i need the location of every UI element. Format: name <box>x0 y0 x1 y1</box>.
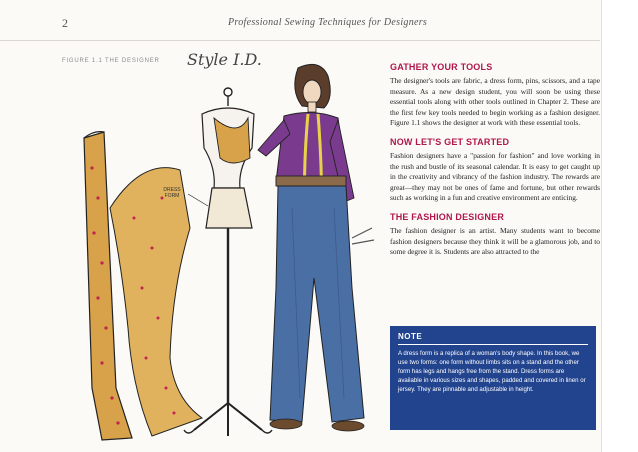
draped-fabric <box>110 168 202 436</box>
note-title: NOTE <box>398 332 588 345</box>
designer-figure <box>258 64 374 431</box>
heading-gather-tools: GATHER YOUR TOOLS <box>390 62 493 72</box>
dress-form-label <box>160 187 184 199</box>
dress-form <box>184 88 272 436</box>
paragraph-gather-tools: The designer's tools are fabric, a dress form, pins, scissors, and a tape measure. As a new design student, you will soon be using these essential tools along with other tools outlined in Chapter 2. These are the first few key tools needed to begin working as a fashion designer. Figure 1.1 shows the designer at work with these essential tools. <box>390 76 600 128</box>
label-line-1: DRESS <box>163 187 181 193</box>
page-edge-strip <box>601 0 638 452</box>
running-title: Professional Sewing Techniques for Designers <box>228 17 428 28</box>
text-column <box>390 62 600 266</box>
designer-illustration <box>62 58 380 448</box>
note-box <box>390 326 596 430</box>
page-header <box>0 0 600 41</box>
note-body: A dress form is a replica of a woman's body shape. In this book, we use two forms: one form without limbs sits on a stand and the other form has legs and hangs free from the stand. Dress forms are available in various sizes and shapes, padded and covered in linen or jersey. They are pinnable and adjustable in height. <box>398 350 586 393</box>
label-line-2: FORM <box>164 193 180 199</box>
figure-caption: FIGURE 1.1 THE DESIGNER <box>62 58 160 64</box>
dress-form-pointer <box>188 194 208 206</box>
paragraph-get-started: Fashion designers have a "passion for fashion" and love working in the rush and bustle of its seasonal calendar. It is easy to get caught up in the creativity and vibrancy of the fashion industry. The rewards are great—they may not be ones of fame and fortune, but other rewards such as working in a fun and creative environment are enticing. <box>390 150 600 203</box>
heading-fashion-designer: THE FASHION DESIGNER <box>390 211 505 222</box>
handwritten-title: Style I.D. <box>187 50 262 69</box>
paragraph-fashion-designer: The fashion designer is an artist. Many students want to become fashion designers because they think it will be a glamorous job, and to some degree it is. Students are also attracted to the <box>390 225 600 257</box>
page-number: 2 <box>62 16 68 30</box>
heading-get-started: NOW LET'S GET STARTED <box>390 136 510 147</box>
